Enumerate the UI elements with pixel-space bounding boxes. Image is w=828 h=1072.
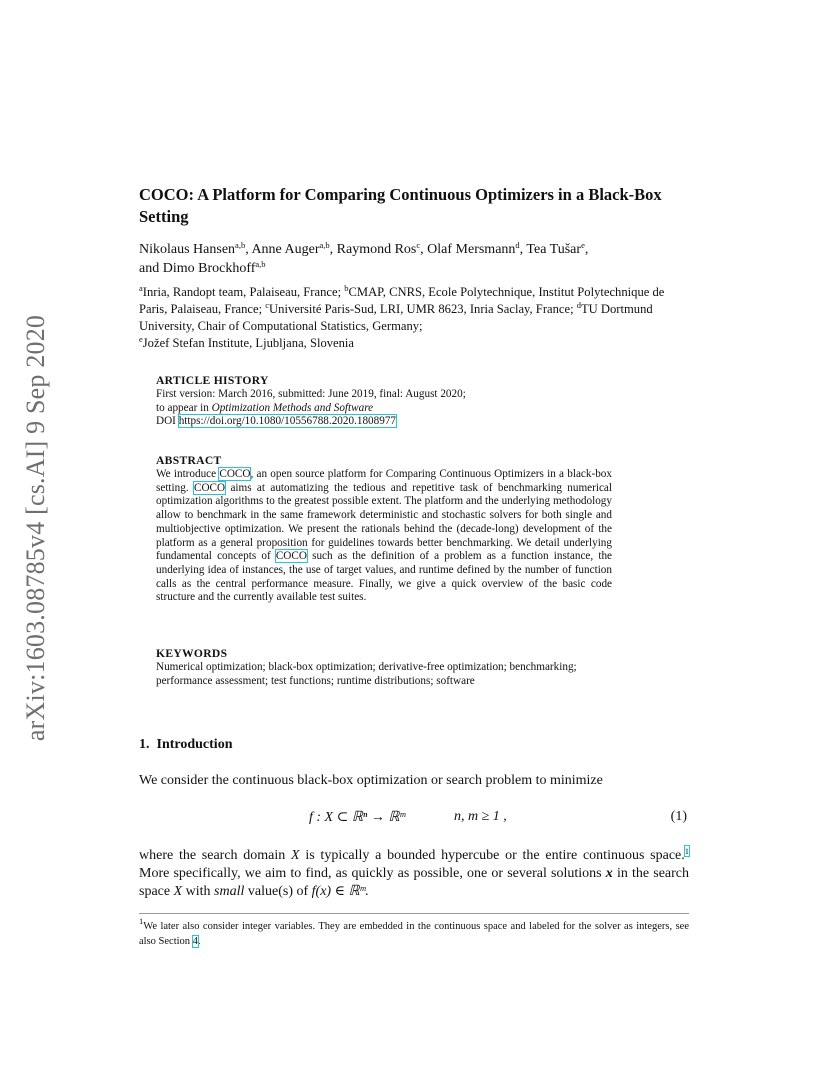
text-fragment: . [197, 935, 201, 947]
equation-lhs: f : X ⊂ ℝⁿ → ℝᵐ [309, 810, 406, 825]
arxiv-side-stamp [18, 300, 54, 755]
author-name: Dimo Brockhoff [162, 261, 256, 276]
coco-link[interactable]: COCO [275, 550, 307, 563]
footnote-ref-link[interactable]: 1 [684, 846, 689, 856]
math-symbol: X [173, 884, 183, 899]
affil-mark: a [139, 283, 143, 293]
math-symbol: x [605, 866, 613, 881]
coco-link[interactable]: COCO [194, 481, 226, 494]
abstract-fragment: We introduce [156, 468, 217, 480]
text-fragment: where the search domain [139, 848, 286, 863]
doi-label: DOI [156, 415, 176, 428]
affil-text: CMAP, CNRS, Ecole Polytechnique, Institut Polytechnique de Paris, Palaiseau, France; [139, 285, 665, 316]
text-fragment: is typically a bounded hypercube or the entire continuous space. [305, 848, 685, 863]
abstract-fragment: , an open source platform for Comparing Continuous Optimizers in a black-box setting. [156, 468, 612, 494]
abstract-fragment: aims at automatizing the tedious and repetitive task of benchmarking numerical optimization algorithms to the greatest possible extent. The platform and the underlying methodology allow to benchmark in the same framework deterministic and stochastic solvers for both single and multiobjective optimization. We present the rationals behind the (decade-long) development of the platform as a general proposition for guidelines towards better benchmarking. We detail underlying fundamental concepts of [156, 481, 613, 563]
history-heading: ARTICLE HISTORY [156, 374, 269, 387]
section-title-text: Introduction [156, 737, 233, 752]
affil-text: TU Dortmund University, Chair of Computational Statistics, Germany; [139, 302, 653, 333]
author-name: Raymond Ros [336, 242, 417, 257]
author-name: Nikolaus Hansen [139, 242, 236, 257]
abstract-text [156, 468, 612, 605]
footnote-text: We later also consider integer variables. They are embedded in the continuous space and labeled for the solver as integers, see also Section [139, 921, 689, 947]
text-fragment: in the search space [139, 866, 690, 899]
abstract-fragment: such as the definition of a problem as a function instance, the underlying idea of instances, the use of target values, and runtime defined by the number of function calls as the central performance measure. Finally, we give a quick overview of the basic code structure and the currently available test suites. [156, 550, 613, 604]
author-affil-mark: a,b [255, 259, 266, 269]
author-affil-mark: e [581, 240, 585, 250]
affil-text: Université Paris-Sud, LRI, UMR 8623, Inria Saclay, France; [269, 302, 574, 316]
emphasis-text: small [214, 884, 245, 899]
affil-mark: c [265, 300, 270, 310]
abstract-heading: ABSTRACT [156, 454, 222, 467]
author-affil-mark: d [515, 240, 520, 250]
equation-number: (1) [670, 809, 687, 824]
equation-1 [139, 809, 689, 829]
journal-name: Optimization Methods and Software [211, 401, 374, 414]
footnote [139, 916, 689, 949]
paper-title: COCO: A Platform for Comparing Continuous Optimizers in a Black-Box Setting [139, 185, 662, 226]
text-fragment: with [185, 884, 211, 899]
intro-paragraph: We consider the continuous black-box optimization or search problem to minimize [139, 773, 603, 788]
author-name: Olaf Mersmann [427, 242, 516, 257]
keywords-section [156, 647, 612, 688]
author-affil-mark: a,b [235, 240, 246, 250]
coco-link[interactable]: COCO [219, 468, 251, 480]
history-line [156, 402, 612, 416]
body-paragraph [139, 847, 689, 901]
footnote-mark: 1 [139, 916, 144, 926]
history-line: First version: March 2016, submitted: June 2019, final: August 2020; [156, 388, 466, 400]
section-ref-link[interactable]: 4 [192, 935, 198, 947]
text-fragment: More specifically, we aim to find, as quickly as possible, one or several solutions [139, 866, 602, 881]
affil-mark: b [344, 283, 349, 293]
affil-text: Jožef Stefan Institute, Ljubljana, Slovenia [142, 336, 355, 350]
section-number: 1. [139, 737, 150, 752]
history-prefix: to appear in [156, 401, 209, 414]
keywords-heading: KEYWORDS [156, 647, 228, 660]
author-name: Anne Auger [251, 242, 320, 257]
doi-line [156, 415, 612, 429]
affil-mark: d [576, 300, 581, 310]
author-conjunction: and [139, 261, 160, 276]
author-affil-mark: c [416, 240, 421, 250]
math-symbol: X [291, 848, 300, 863]
footnote-divider [139, 913, 689, 914]
text-fragment: value(s) of [247, 884, 309, 899]
article-history [156, 374, 612, 429]
author-list: Nikolaus Hansen$^{a,b}$, Anne Auger$^{a,b}$, Raymond Ros$^c$, Olaf Mersmann$^d$, Tea Tušar$^e$, and Dimo Brockhoff$^{a,b}$ [139, 240, 589, 276]
affil-text: Inria, Randopt team, Palaiseau, France; [142, 285, 342, 299]
section-heading [139, 737, 232, 753]
abstract-section [156, 454, 612, 605]
equation-condition: n, m ≥ 1 , [454, 809, 507, 824]
affil-mark: e [139, 334, 143, 344]
keywords-text: Numerical optimization; black-box optimization; derivative-free optimization; benchmarking; performance assessment; test functions; runtime distributions; software [156, 661, 577, 687]
author-name: Tea Tušar [526, 242, 582, 257]
doi-link[interactable]: https://doi.org/10.1080/10556788.2020.1808977 [178, 415, 397, 428]
author-affil-mark: a,b [319, 240, 330, 250]
math-expression: f(x) ∈ ℝᵐ. [311, 884, 369, 899]
arxiv-identifier: arXiv:1603.08785v4 [cs.AI] 9 Sep 2020 [21, 314, 50, 741]
affiliations [139, 284, 689, 352]
